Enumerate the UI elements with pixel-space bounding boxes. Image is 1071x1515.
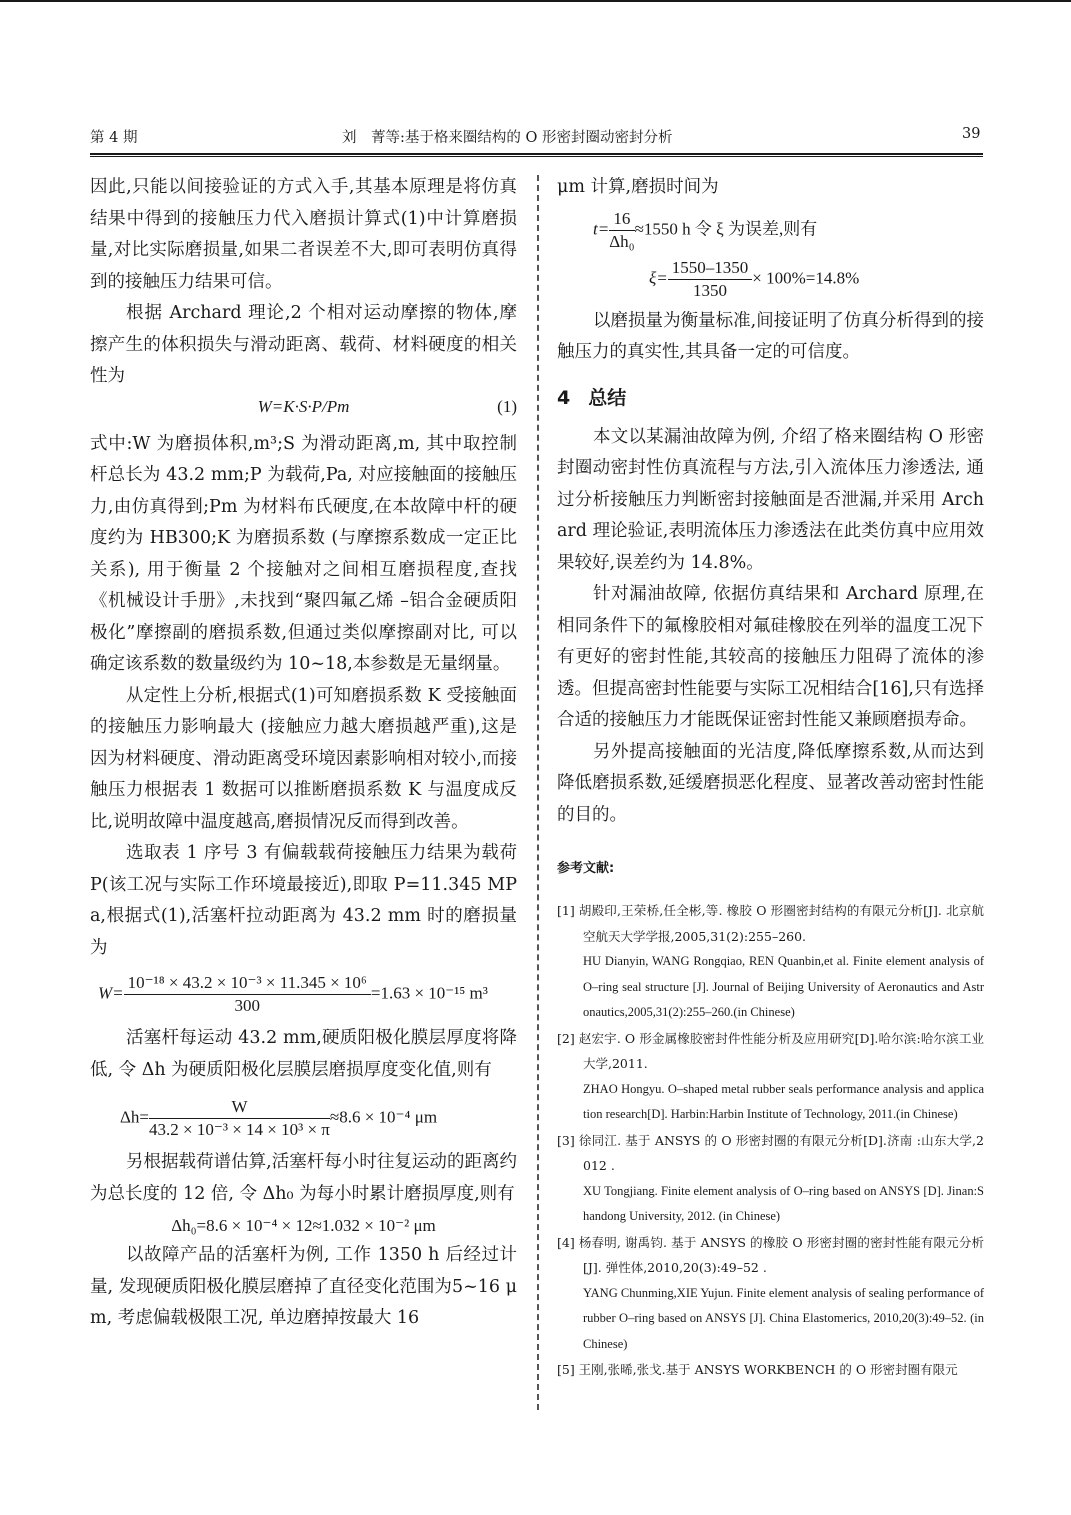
eq-rhs: × 100%=14.8% [752, 267, 860, 287]
paragraph: 以磨损量为衡量标准,间接证明了仿真分析得到的接触压力的真实性,其具备一定的可信度。 [557, 310, 984, 362]
denominator: Δh₀ [609, 231, 635, 251]
page-number: 39 [962, 126, 981, 142]
equation-1 [90, 397, 517, 427]
reference-item: [1] 胡殿印,王荣桥,任全彬,等. 橡胶 O 形圈密封结构的有限元分析[J]. 北京航空航天大学学报,2005,31(2):255–260. [557, 903, 984, 944]
numerator: 10⁻¹⁸ × 43.2 × 10⁻³ × 11.345 × 10⁶ [124, 972, 371, 995]
equation-number: (1) [497, 396, 517, 416]
reference-item: [5] 王刚,张晞,张戈.基于 ANSYS WORKBENCH 的 O 形密封圈有限元 [557, 1362, 958, 1377]
denominator: 300 [234, 996, 260, 1015]
eq-rhs: ≈8.6 × 10⁻⁴ μm [329, 1107, 438, 1127]
paragraph: 另外提高接触面的光洁度,降低摩擦系数,从而达到降低磨损系数,延缓磨损恶化程度、显著改善动密封性能的目的。 [557, 741, 984, 825]
equation-delta-h [120, 1096, 517, 1141]
reference-item-en: HU Dianyin, WANG Rongqiao, REN Quanbin,et al. Finite element analysis of O–ring seal structure [J]. Journal of Beijing University of Aeronautics and Astronautics,2005,31(2):255–260.(in Chinese) [583, 954, 984, 1019]
equation-delta-h0: Δh₀=8.6 × 10⁻⁴ × 12≈1.032 × 10⁻² μm [171, 1216, 436, 1235]
reference-item: [3] 徐同江. 基于 ANSYS 的 O 形密封圈的有限元分析[D].济南 :山东大学,2012 . [557, 1132, 984, 1173]
denominator: 1350 [693, 280, 728, 300]
reference-item-en: YANG Chunming,XIE Yujun. Finite element analysis of sealing performance of rubber O–ring based on ANSYS [J]. China Elastomerics, 2010,20(3):49–52. (in Chinese) [583, 1285, 984, 1351]
reference-item: [2] 赵宏宇. O 形金属橡胶密封件性能分析及应用研究[D].哈尔滨:哈尔滨工业大学,2011. [557, 1030, 984, 1071]
paragraph: 针对漏油故障, 依据仿真结果和 Archard 原理,在相同条件下的氟橡胶相对氟硅橡胶在列举的温度工况下有更好的密封性能,其较高的接触压力阻碍了流体的渗透。但提高密封性能要与实际工况相结合[16],只有选择合适的接触压力才能既保证密封性能又兼顾磨损寿命。 [557, 584, 984, 730]
reference-item-en: ZHAO Hongyu. O–shaped metal rubber seals performance analysis and application research[D]. Harbin:Harbin Institute of Technology, 2011.(in Chinese) [583, 1081, 984, 1121]
numerator: 1550–1350 [668, 257, 753, 280]
paragraph: 本文以某漏油故障为例, 介绍了格来圈结构 O 形密封圈动密封性仿真流程与方法,引入流体压力渗透法, 通过分析接触压力判断密封接触面是否泄漏,并采用 Archard 理论验证,表明流体压力渗透法在此类仿真中应用效果较好,误差约为 14.8%。 [557, 426, 984, 573]
denominator: 43.2 × 10⁻³ × 14 × 10³ × π [149, 1120, 330, 1139]
eq-lhs: Δh= [120, 1107, 150, 1127]
paragraph: 选取表 1 序号 3 有偏载载荷接触压力结果为载荷 P(该工况与实际工作环境最接近),即取 P=11.345 MPa,根据式(1),活塞杆拉动距离为 43.2 mm 时的磨损量为 [90, 843, 517, 958]
paragraph: 以故障产品的活塞杆为例, 工作 1350 h 后经过计量, 发现硬质阳极化膜层磨掉了直径变化范围为5~16 μm, 考虑偏载极限工况, 单边磨掉按最大 16 [90, 1245, 517, 1328]
section-number: 4 [557, 386, 571, 409]
fraction [124, 972, 371, 1017]
references-heading: 参考文献: [557, 861, 615, 876]
reference-item: [4] 杨春明, 谢禹钧. 基于 ANSYS 的橡胶 O 形密封圈的密封性能有限元分析[J]. 弹性体,2010,20(3):49–52 . [557, 1234, 984, 1275]
eq-rhs: =1.63 × 10⁻¹⁵ m³ [370, 983, 488, 1003]
column-divider [537, 175, 539, 1410]
eq-lhs: t= [593, 218, 610, 238]
right-column [557, 172, 984, 1383]
paragraph: 另根据载荷谱估算,活塞杆每小时往复运动的距离约为总长度的 12 倍, 令 Δh₀ 为每小时累计磨损厚度,则有 [90, 1152, 517, 1204]
numerator: W [149, 1096, 330, 1119]
equation-error [649, 257, 984, 302]
reference-item-en: XU Tongjiang. Finite element analysis of O–ring based on ANSYS [D]. Jinan:Shandong University, 2012. (in Chinese) [583, 1183, 984, 1223]
eq-rhs: ≈1550 h 令 ξ 为误差,则有 [634, 218, 818, 238]
paragraph: μm 计算,磨损时间为 [557, 177, 719, 197]
running-title: 刘 菁等:基于格来圈结构的 O 形密封圈动密封分析 [342, 130, 673, 146]
top-border [0, 0, 1071, 2]
eq-lhs: W= [98, 983, 124, 1003]
left-column [90, 172, 517, 1335]
header-rule-thin [90, 156, 983, 157]
numerator: 16 [609, 208, 634, 231]
eq-lhs: ξ= [649, 267, 668, 287]
header-rule [90, 153, 983, 155]
section-heading [557, 383, 984, 410]
equation-wear-volume [98, 972, 517, 1017]
fraction [149, 1096, 330, 1141]
equation-text: W=K·S·P/Pm [257, 396, 350, 416]
reference-list [557, 898, 984, 1383]
paragraph: 活塞杆每运动 43.2 mm,硬质阳极化膜层厚度将降低, 令 Δh 为硬质阳极化层膜层磨损厚度变化值,则有 [90, 1028, 517, 1080]
paragraph: 式中:W 为磨损体积,m³;S 为滑动距离,m, 其中取控制杆总长为 43.2 mm;P 为载荷,Pa, 对应接触面的接触压力,由仿真得到;Pm 为材料布氏硬度,在本故障中杆的硬度约为 HB300;K 为磨损系数 (与摩擦系数成一定正比关系), 用于衡量 2 个接触对之间相互磨损程度,查找《机械设计手册》,未找到“聚四氟乙烯 –铝合金硬质阳极化”摩擦副的磨损系数,但通过类似摩擦副对比, 可以确定该系数的数量级约为 10~18,本参数是无量纲量。 [90, 433, 517, 674]
issue-number: 第 4 期 [90, 130, 138, 146]
paragraph: 根据 Archard 理论,2 个相对运动摩擦的物体,摩擦产生的体积损失与滑动距离、载荷、材料硬度的相关性为 [90, 303, 517, 386]
paragraph: 从定性上分析,根据式(1)可知磨损系数 K 受接触面的接触压力影响最大 (接触应力越大磨损越严重),这是因为材料硬度、滑动距离受环境因素影响相对较小,而接触压力根据表 1 数据可以推断磨损系数 K 与温度成反比,说明故障中温度越高,磨损情况反而得到改善。 [90, 685, 517, 832]
section-title: 总结 [588, 386, 627, 409]
fraction [609, 208, 634, 253]
equation-time [593, 208, 984, 253]
paragraph: 因此,只能以间接验证的方式入手,其基本原理是将仿真结果中得到的接触压力代入磨损计算式(1)中计算磨损量,对比实际磨损量,如果二者误差不大,即可表明仿真得到的接触压力结果可信。 [90, 177, 517, 292]
fraction [668, 257, 753, 302]
